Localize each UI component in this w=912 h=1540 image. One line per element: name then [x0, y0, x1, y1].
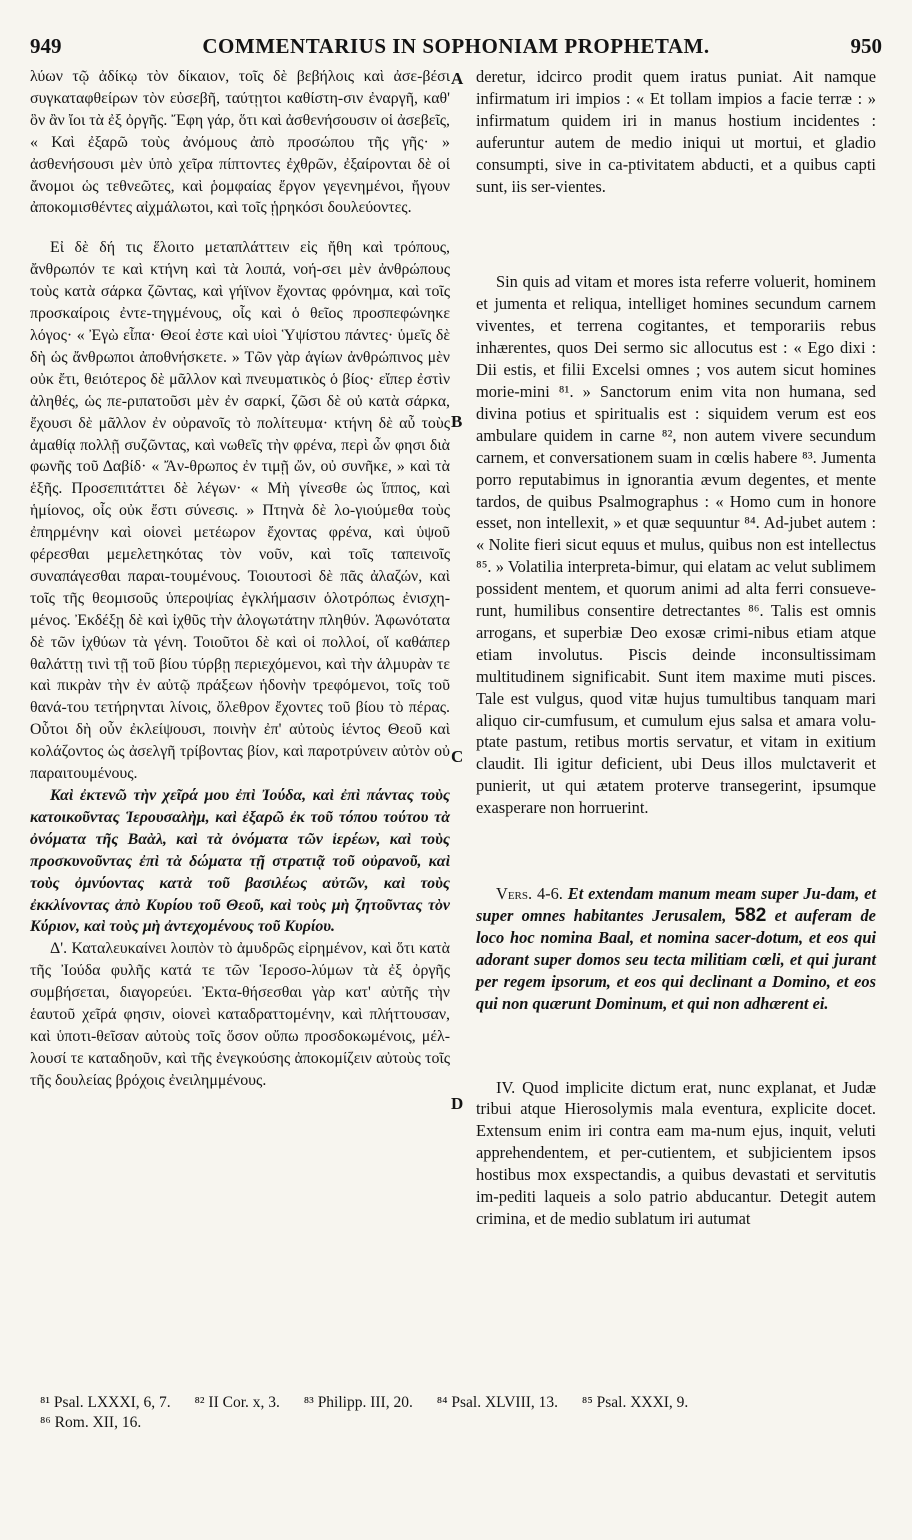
greek-paragraph-2: Εἰ δὲ δή τις ἕλοιτο μεταπλάττειν εἰς ἤθη καὶ τρόπους, ἄνθρωπόν τε καὶ κτήνη καὶ τὰ λοιπά, νοή-σει μὲν ἀνθρώπους τοὺς κατὰ σάρκα ζῶντας, καὶ γήϊνον ἔχοντας φρόνημα, καὶ τοῖς προσκαίροις ἐντε-τηγμένους, οἷς καὶ ὁ θεῖος προσπεφώνηκε λόγος· « Ἐγὼ εἶπα· Θεοί ἐστε καὶ υἱοὶ Ὑψίστου πάντες· ὑμεῖς δὲ δὴ ὡς ἄνθρωποι ἀποθνήσκετε. » Τῶν γὰρ ἁγίων ἀνθρώπινος μὲν οὐκ ἔτι, θειότερος δὲ μᾶλλον καὶ πνευματικὸς ὁ βίος· εἴπερ ἐστὶν ἀληθές, ὡς πε-ριπατοῦσι μὲν ἐν σαρκί, ζῶσι δὲ οὐ κατὰ σάρκα, ἔχουσι δὲ μᾶλλον ἐν οὐρανοῖς τὸ πολίτευμα· κτήνη δὲ αὖ τοὺς ἀμαθίᾳ πολλῇ συζῶντας, καὶ νωθεῖς τὴν φρένα, περὶ ὧν φησι διὰ φωνῆς τοῦ Δαβίδ· « Ἄν-θρωπος ἐν τιμῇ ὤν, οὐ συνῆκε, » καὶ τὰ ἑξῆς. Προσεπιτάττει δὲ λέγων· « Μὴ γίνεσθε ὡς ἵππος, καὶ ἡμίονος, οἷς οὐκ ἔστι σύνεσις. » Πτηνὰ δὲ λο-γιούμεθα τοὺς ἐπηρμένην καὶ οἱονεὶ μετέωρον ἔχοντας φρένα, καὶ ὑψοῦ φέρεσθαι μεμελετηκότας τὸν νοῦν, καὶ τοῖς ταπεινοῖς συναπάγεσθαι παραι-τουμένους. Τοιουτοσὶ δὲ πᾶς ἀλαζών, καὶ τοῖς τῆς θεομισοῦς ὑπεροψίας ἐγκλήμασιν ὁλοτρόπως ἐνισχη-μένος. Ἐκδέξῃ δὲ καὶ ἰχθῦς τὴν ἀλογωτάτην πληθύν. Ἀφωνότατα δὲ τῶν ἰχθύων τὰ γένη. Τοιοῦτοι δὲ καὶ οἱ πολλοί, οἵ καθάπερ θαλάττῃ τινὶ τῇ τοῦ βίου τύρβῃ περιεχόμενοι, καὶ τὴν ἁλμυρὰν τε καὶ πικρὰν τὴν ἐν αὐτῷ πράξεων ἡδονὴν τρεφόμενοι, τοῖς τοῦ θανά-του τετήρηνται λίνοις, ὄλεθρον ἔχοντες τοῦ βίου τὸ πέρας. Οὗτοι δὴ οὖν ἐκλείψουσι, ποινὴν ἐπ' αὐτοὺς ἱέντος Θεοῦ καὶ κολάζοντος ὡς ἀσελγῆ τρίβοντας βίον, καὶ παροτρύνειν αὐτὸν οὐ παραιτουμένους. [30, 239, 450, 783]
greek-scripture-quote: Καὶ ἐκτενῶ τὴν χεῖρά μου ἐπὶ Ἰούδα, καὶ ἐπὶ πάντας τοὺς κατοικοῦντας Ἱερουσαλὴμ, καὶ ἐξαρῶ ἐκ τοῦ τόπου τούτου τὰ ὀνόματα τῆς Βαὰλ, καὶ τὰ ὀνόματα τῶν ἱερέων, καὶ τοὺς προσκυνοῦντας ἐπὶ τὰ δώματα τῇ στρατιᾷ τοῦ οὐρανοῦ, καὶ τοὺς ὀμνύοντας κατὰ τοῦ βασιλέως αὐτῶν, καὶ τοὺς ἐκκλίνοντας ἀπὸ Κυρίου τοῦ Θεοῦ, καὶ τοὺς μὴ ζητοῦντας τὸν Κύριον, καὶ τοὺς μὴ ἀντεχομένους τοῦ Κυρίου. [30, 787, 450, 936]
running-title: COMMENTARIUS IN SOPHONIAM PROPHETAM. [202, 34, 710, 58]
margin-marker-a: A [451, 69, 464, 88]
latin-paragraph-1: deretur, idcirco prodit quem iratus puniat. Ait namque infirmatum iri impios : « Et tollam impios a facie terræ : » infirmatum quidem iri in manus hostium incidentes : auferuntur autem de medio iniqui ut mortui, et gladio consumpti, sive in ca-ptivitatem abducti, et a quibus capti sunt, iis ser-vientes. [476, 67, 876, 196]
greek-paragraph-4: Δ'. Καταλευκαίνει λοιπὸν τὸ ἀμυδρῶς εἰρημένον, καὶ ὅτι κατὰ τῆς Ἰούδα φυλῆς κατά τε τῶν Ἱεροσο-λύμων τὰ ἐξ ὀργῆς συμβήσεται, διαγορεύει. Ἐκτα-θήσεσθαι γὰρ κατ' αὐτῆς τὴν ἑαυτοῦ χεῖρά φησιν, οἱονεὶ καταδραττομένην, καὶ πλήττουσαν, καὶ ὑποτι-θεῖσαν αὐτοὺς τοῖς ὅσον οὔπω προσδοκωμένοις, μέλ-λουσί τε καταδηοῦν, καὶ τῆς ἐνεγκούσης ἀποκομίζειν αὐτοὺς τοῖς τῆς δουλείας βρόχοις ἐνειλημμένους. [30, 940, 450, 1089]
footnote-83: ⁸³ Philipp. III, 20. [303, 1394, 413, 1411]
footnote-85: ⁸⁵ Psal. XXXI, 9. [581, 1394, 689, 1411]
footnote-84: ⁸⁴ Psal. XLVIII, 13. [436, 1394, 559, 1411]
latin-paragraph-2: Sin quis ad vitam et mores ista referre voluerit, hominem et jumenta et reliqua, intelliget homines secundum carnem viventes, et terrena cogitantes, et temporariis rebus inhærentes, quos Dei sermo sic allocutus est : « Ego dixi : Dii estis, et filii Excelsi omnes ; vos autem sicut homines morie-mini ⁸¹. » Sanctorum enim vita non humana, sed divina potius et spiritualis est : siquidem verum est eos ambulare quidem in carne ⁸², non autem vivere secundum carnem, et conversationem suam in cœlis habere ⁸³. Jumenta porro reputabimus in ignorantia ævum degentes, et mente tardos, de quibus Psalmographus : « Homo cum in honore esset, non intellexit, » et quæ sequuntur ⁸⁴. Ad-jubet autem : « Nolite fieri sicut equus et mulus, quibus non est intellectus ⁸⁵. » Volatilia interpreta-bimur, qui elatam ac velut sublimem possident mentem, et quorum animi ad alta ferri consueve-runt, humilibus consentire detrectantes ⁸⁶. Talis est omnis arrogans, et superbiæ Deo exosæ crimi-nibus etiam atque etiam involutus. Piscis deinde inconsultissimam multitudinem significabit. Sunt item maxime muti pisces. Tale est vulgus, quod vitæ hujus tumultibus tanquam mari aliquo cir-cumfusum, et cumulum ejus salsa et amara volu-ptate pastum, retibus mortis servatur, et vitam in exitium claudit. Ili igitur deficient, ubi Deus illos mulctaverit et punierit, ut qui ætatem proterve transegerint, ipsumque exasperare non horruerint. [476, 272, 876, 818]
footnote-86: ⁸⁶ Rom. XII, 16. [40, 1414, 142, 1431]
verse-text-a: Et extendam manum meam super Ju-dam, et super omnes habitantes Jerusalem, [476, 884, 877, 925]
verse-label: Vers. 4-6. [496, 884, 563, 904]
greek-paragraph-1: λύων τῷ ἀδίκῳ τὸν δίκαιον, τοῖς δὲ βεβήλοις καὶ ἀσε-βέσι συγκαταφθείρων τὸν εὐσεβῆ, ταύτῃτοι καθίστη-σιν ἐναργῆ, καθ' ὃν ἂν ἴοι τὰ ἐξ ὀργῆς. Ἔφη γάρ, ὅτι καὶ ἀσθενήσουσιν οἱ ἀσεβεῖς, « Καὶ ἐξαρῶ τοὺς ἀνόμους ἀπὸ προσώπου τῆς γῆς· » ἀσθενήσουσι μὲν ὑπὸ χεῖρα πίπτοντες ἐχθρῶν, ἐξαίρονται δὲ οἱ ἄνομοι ὡς τεθνεῶτες, καὶ ῥομφαίας ἔργον γεγενημένοι, ἤγουν ἀποκομισθέντες αἰχμάλωτοι, καὶ τοῖς ᾑρηκόσι δουλεύοντες. [30, 68, 450, 217]
latin-paragraph-4: IV. Quod implicite dictum erat, nunc explanat, et Judæ tribui atque Hierosolymis mala eventura, explicite docet. Extensum enim iri contra eam ma-num ejus, inquit, veluti apprehendentem, et per-cutientem, et subjicientem ipsos hostibus mox exspectandis, a quibus devastati et servitutis im-pediti laqueis a solo patrio abducantur. Detegit autem crimina, et de medio sublatum iri autumat [476, 1077, 876, 1228]
column-number: 582 [734, 905, 767, 926]
page-number-right: 950 [850, 34, 882, 58]
verse-text-b: et auferam de loco hoc nomina Baal, et nomina sacer-dotum, et eos qui adorant super domos seu tecta militiam cœli, et qui jurant per regem ipsorum, et eos qui declinant a Domino, et eos qui non quærunt Dominum, et qui non adhærent ei. [476, 906, 876, 1013]
latin-column [476, 66, 876, 1230]
margin-marker-c: C [451, 747, 464, 766]
margin-marker-d: D [451, 1094, 464, 1113]
footnote-82: ⁸² II Cor. x, 3. [194, 1394, 280, 1411]
margin-marker-b: B [451, 412, 463, 431]
page-number-left: 949 [30, 34, 62, 58]
latin-verse-block [476, 883, 876, 1014]
greek-column [30, 66, 450, 1092]
footnote-81: ⁸¹ Psal. LXXXI, 6, 7. [40, 1394, 171, 1411]
footnotes [40, 1393, 882, 1433]
running-header [30, 34, 882, 62]
